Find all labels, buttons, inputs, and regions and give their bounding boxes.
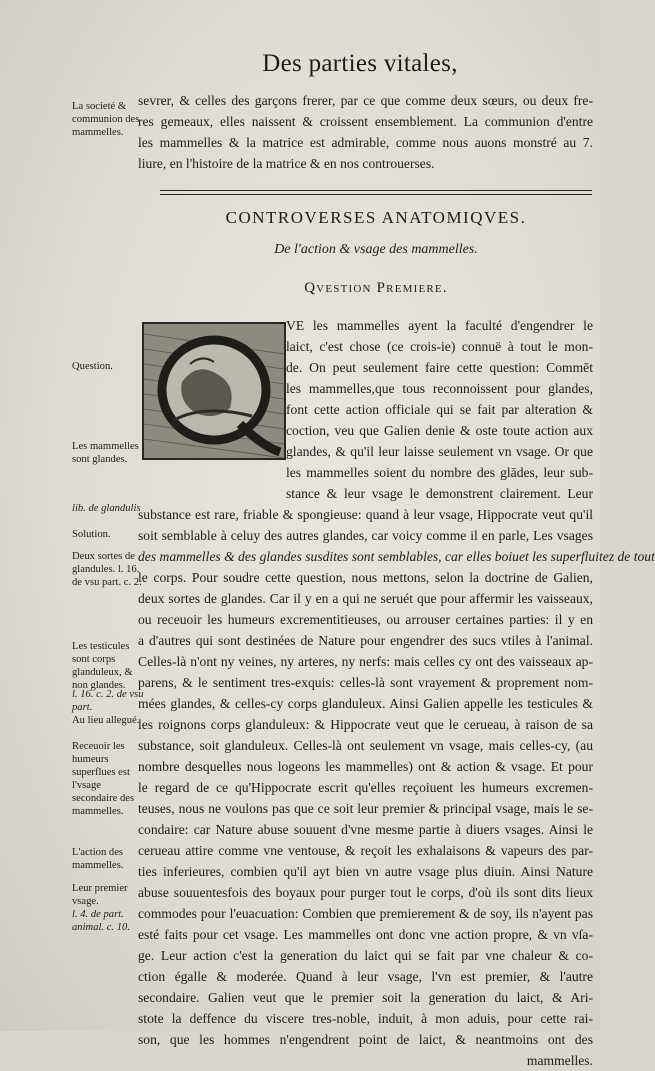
main-line: substance est rare, friable & spongieuse: quand à leur vsage, Hippocrate veut qu'il — [138, 507, 593, 522]
main-line: les mammelles,que tous reconnoissent pour glandes, — [286, 381, 593, 396]
main-line: substance, soit glanduleux. Celles-là ont seulement vn vsage, mais celles-cy, (au — [138, 738, 593, 753]
main-line: mammelles. — [526, 1053, 593, 1068]
main-line: ge. Leur action c'est la generation du laict qui se fait par vne chaleur & co- — [138, 948, 593, 963]
intro-line: les mammelles & la matrice est admirable, comme nous auons monstré au 7. — [138, 135, 593, 150]
main-line: esté faits pour cet vsage. Les mammelles ont donc vne action propre, & vn vſa- — [138, 927, 593, 942]
margin-note-vsu-part: l. 16. c. 2. de vsu part. — [72, 689, 144, 713]
main-line: condaire: car Nature abuse souuent d'vne mesme partie à diuers vsages. Ainsi le — [138, 822, 593, 837]
main-line: coction, veu que Galien denie & oste toute action aux — [286, 423, 593, 438]
controverses-subtitle: De l'action & vsage des mammelles. — [274, 242, 478, 257]
main-text — [138, 315, 655, 1071]
question-title: Qvestion Premiere. — [304, 280, 448, 296]
main-line: le regard de ce qu'Hippocrate escrit qu'elles reçoiuent les humeurs excremen- — [138, 780, 593, 795]
main-line: Celles-là n'ont ny veines, ny arteres, ny nerfs: mais celles cy ont des vaisseaux ap- — [138, 654, 593, 669]
main-line: ou receuoir les humeurs excrementitieuses, ou arrouser certaines parties: il y en — [138, 612, 593, 627]
main-line: glandes, & qu'il leur laisse seulement vn vsage. Or que — [286, 444, 593, 459]
main-line: les mammelles soient du nombre des glādes, leur sub- — [286, 465, 593, 480]
main-line: VE les mammelles ayent la faculté d'engendrer le — [286, 318, 593, 333]
margin-note-glandes: Les mammelles sont glandes. — [72, 441, 139, 465]
main-line: deux sortes de glandes. Car il y en a qui ne seruét que pour affermir les vaisseaux, — [138, 591, 593, 606]
margin-note-societe: La societé & communion des mammelles. — [72, 101, 140, 138]
margin-note-premier-vsage: Leur premier vsage. — [72, 883, 128, 907]
margin-note-question: Question. — [72, 361, 113, 372]
margin-note-testicules: Les testicules sont corps glanduleux, & non glandes. — [72, 641, 133, 691]
main-line: ties inferieures, combien qu'il ayt bien vn autre vsage plus diuin. Ainsi Nature — [138, 864, 593, 879]
main-line: commodes pour l'euacuation: Combien que premierement & de soy, ils n'ayent pas — [138, 906, 593, 921]
main-line: soit semblable à celuy des autres glandes, car voicy comme il en parle, Les vsages — [138, 528, 593, 543]
margin-note-lib-glandulis: lib. de glandulis — [72, 503, 141, 514]
main-line: des mammelles & des glandes susdites sont semblables, car elles boiuet les superfluitez de tout — [138, 549, 655, 564]
margin-note-action: L'action des mammelles. — [72, 847, 124, 871]
main-line: font cette action officiale qui se fait par alteration & — [286, 402, 593, 417]
main-line: abuse souuentesfois des boyaux pour purger tout le corps, d'où ils sont dits lieux — [138, 885, 593, 900]
main-line: de. On peut seulement faire cette question: Commēt — [286, 360, 593, 375]
margin-note-receuoir: Receuoir les humeurs superflues est l'vsage secondaire des mammelles. — [72, 741, 135, 817]
running-head: Des parties vitales, — [262, 50, 458, 77]
section-rule-thin — [160, 194, 592, 195]
main-line: nombre desquelles nous logeons les mammelles) ont & action & vsage. Et pour — [138, 759, 593, 774]
main-line: cerueau attire comme vne ventouse, & reçoit les exhalaisons & vapeurs des par- — [138, 843, 593, 858]
main-line: stance & leur vsage le demonstrent clairement. Leur — [286, 486, 593, 501]
main-line: secondaire. Galien veut que le premier soit la generation du laict, & Ari- — [138, 990, 593, 1005]
main-line: mées glandes, & celles-cy corps glanduleux. Ainsi Galien appelle les testicules & — [138, 696, 593, 711]
margin-note-part-animal: l. 4. de part. animal. c. 10. — [72, 909, 130, 933]
margin-note-solution: Solution. — [72, 529, 111, 540]
controverses-title: CONTROVERSES ANATOMIQVES. — [225, 208, 527, 227]
margin-note-au-lieu: Au lieu allegué. — [72, 715, 140, 726]
main-line: ction égalle & moderée. Quand à leur vsage, l'vn est premier, & l'autre — [138, 969, 593, 984]
main-line: teuses, nous ne voulons pas que ce soit leur premier & principal vsage, mais le se- — [138, 801, 593, 816]
intro-line: liure, en l'histoire de la matrice & en nos controuerses. — [138, 156, 435, 171]
main-line: les roignons corps glanduleux: & Hippocrate veut que le cerueau, à raison de sa — [138, 717, 593, 732]
intro-line: sevrer, & celles des garçons frerer, par ce que comme deux sœurs, ou deux fre- — [138, 93, 593, 108]
main-line: laict, c'est chose (ce crois-ie) connuë à tout le mon- — [286, 339, 593, 354]
main-line: stote la deffence du viscere tres-noble, induit, à mon aduis, pour cette rai- — [138, 1011, 593, 1026]
margin-note-deux-sortes: Deux sortes de glandules. l. 16. de vsu part. c. 2. — [72, 551, 142, 588]
section-rule — [160, 190, 592, 191]
main-line: son, que les hommes n'engendrent point de laict, & neantmoins ont des — [138, 1032, 593, 1047]
intro-paragraph — [138, 90, 593, 174]
intro-line: res gemeaux, elles naissent & croissent ensemblement. La communion d'entre — [138, 114, 593, 129]
main-line: le corps. Pour soudre cette question, nous mettons, selon la doctrine de Galien, — [138, 570, 593, 585]
main-line: a d'autres qui sont destinées de Nature pour engendrer des sucs vtiles à l'animal. — [138, 633, 593, 648]
main-line: parens, & le sentiment tres-exquis: celles-là sont vrayement & proprement nom- — [138, 675, 593, 690]
